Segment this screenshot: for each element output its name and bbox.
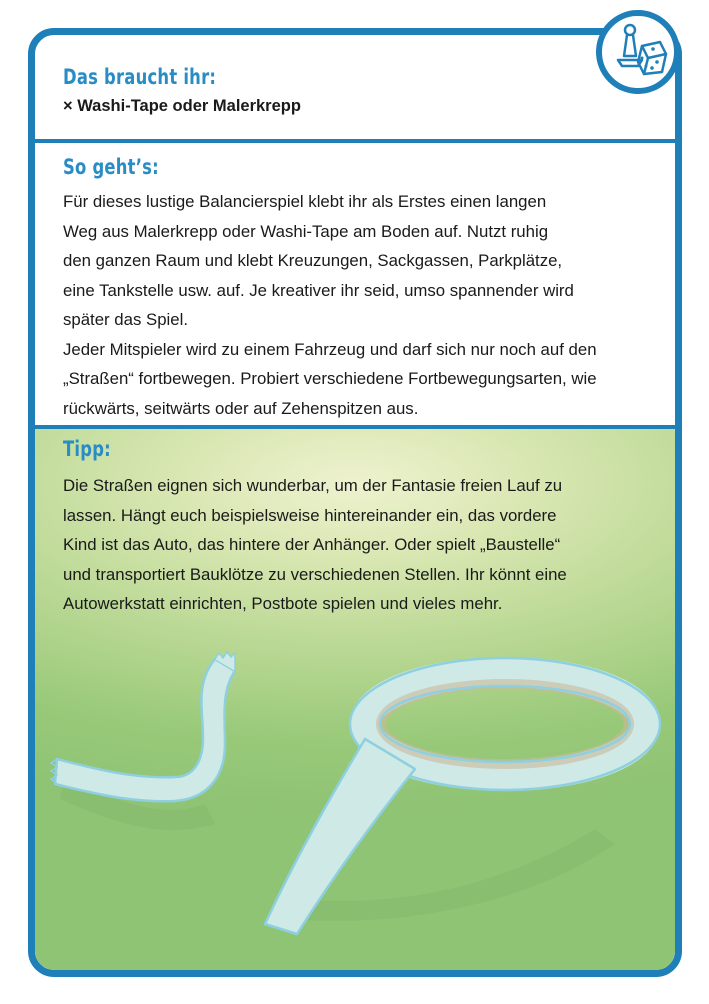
text-line: Kind ist das Auto, das hintere der Anhänger. Oder spielt „Baustelle“ bbox=[63, 535, 561, 554]
text-line: rückwärts, seitwärts oder auf Zehenspitzen aus. bbox=[63, 398, 419, 418]
tip-section bbox=[35, 425, 675, 970]
instructions-paragraph-2 bbox=[63, 335, 655, 424]
tape-strip-icon bbox=[51, 652, 235, 801]
text-line: und transportiert Bauklötze zu verschiedenen Stellen. Ihr könnt eine bbox=[63, 564, 567, 584]
instructions-section bbox=[35, 139, 675, 425]
text-line: „Straßen“ fortbewegen. Probiert verschiedene Fortbewegungsarten, wie bbox=[63, 369, 597, 388]
text-line: Weg aus Malerkrepp oder Washi-Tape am Boden auf. Nutzt ruhig bbox=[63, 221, 549, 241]
text-line: eine Tankstelle usw. auf. Je kreativer ihr seid, umso spannender wird bbox=[63, 280, 574, 300]
text-line: lassen. Hängt euch beispielsweise hintereinander ein, das vordere bbox=[63, 505, 557, 525]
text-line: den ganzen Raum und klebt Kreuzungen, Sackgassen, Parkplätze, bbox=[63, 251, 563, 270]
materials-item: × Washi-Tape oder Malerkrepp bbox=[63, 97, 301, 115]
tip-heading: Tipp: bbox=[63, 437, 111, 461]
tape-illustration bbox=[35, 629, 675, 949]
instructions-text bbox=[63, 187, 655, 423]
materials-heading: Das braucht ihr: bbox=[63, 65, 217, 89]
activity-card bbox=[28, 28, 682, 977]
text-line: Für dieses lustige Balancierspiel klebt ihr als Erstes einen langen bbox=[63, 192, 547, 211]
tip-text bbox=[63, 471, 655, 619]
text-line: Die Straßen eignen sich wunderbar, um der Fantasie freien Lauf zu bbox=[63, 476, 563, 495]
text-line: später das Spiel. bbox=[63, 310, 188, 329]
game-piece-and-dice-icon bbox=[596, 10, 680, 94]
instructions-heading: So geht’s: bbox=[63, 155, 159, 179]
text-line: Autowerkstatt einrichten, Postbote spielen und vieles mehr. bbox=[63, 594, 503, 613]
materials-section bbox=[35, 35, 675, 139]
instructions-paragraph-1 bbox=[63, 187, 655, 335]
text-line: Jeder Mitspieler wird zu einem Fahrzeug und darf sich nur noch auf den bbox=[63, 339, 597, 359]
